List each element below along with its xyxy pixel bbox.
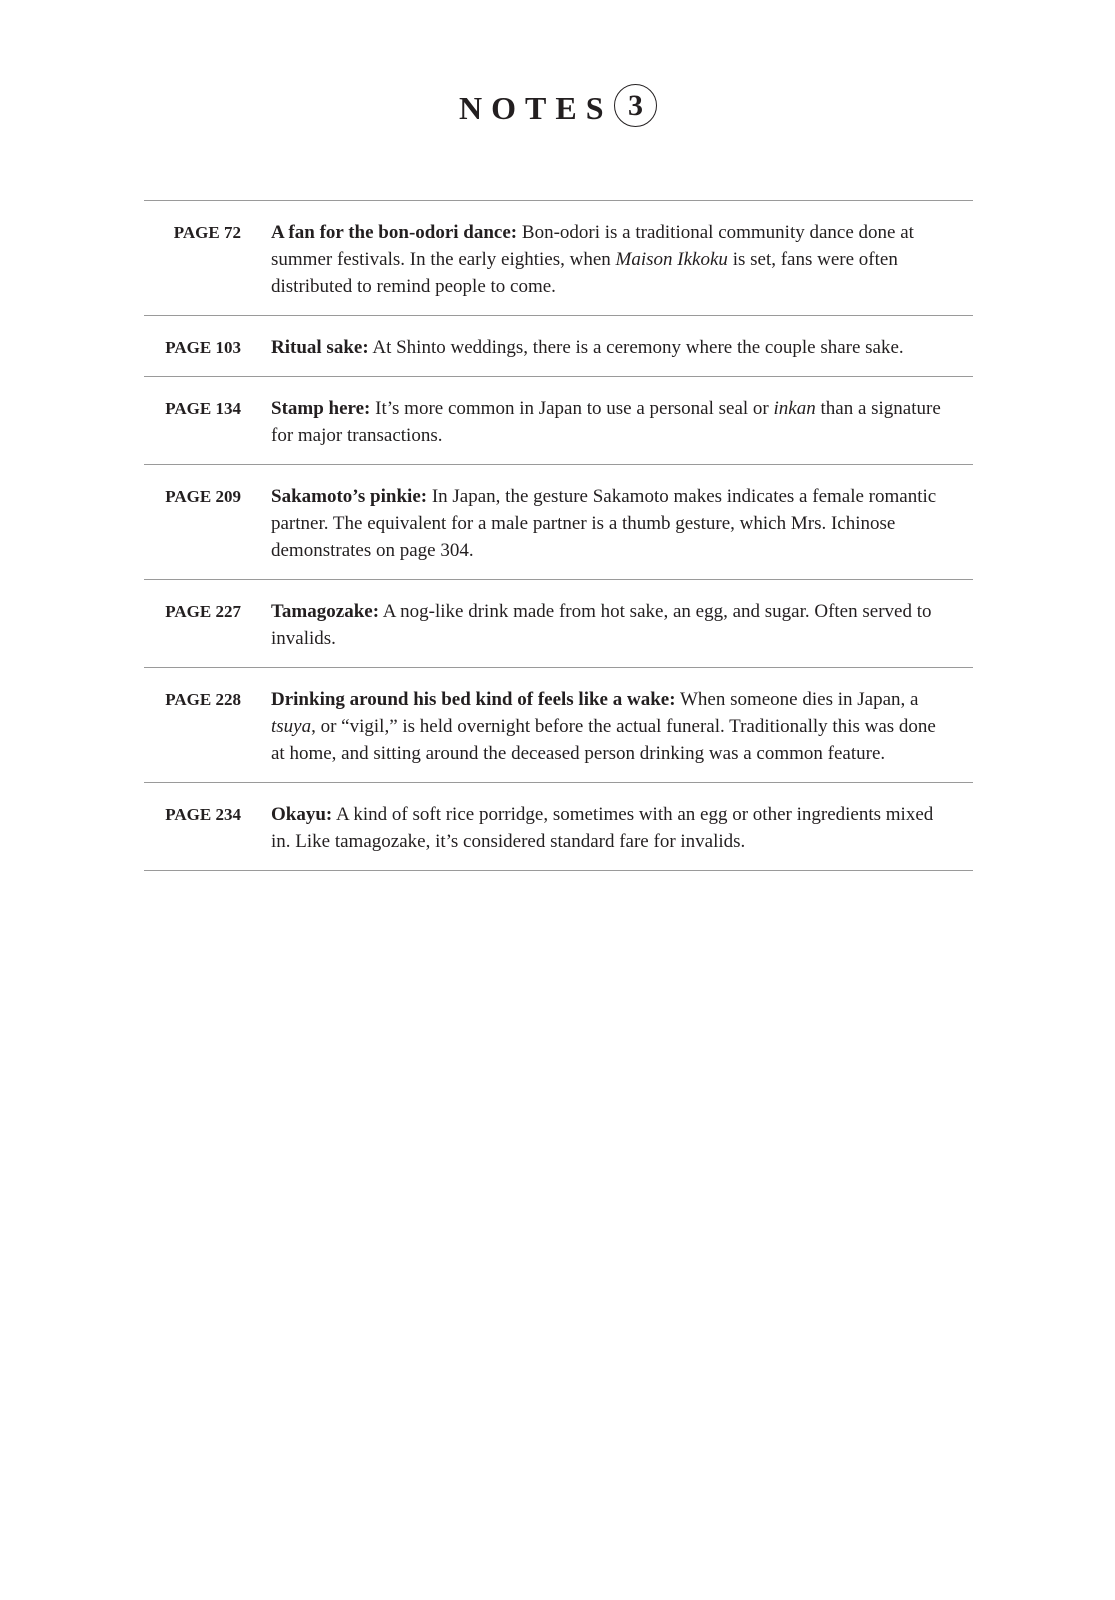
note-italic: Maison Ikkoku bbox=[615, 249, 728, 270]
note-row bbox=[144, 783, 973, 870]
notes-table bbox=[144, 200, 973, 871]
page-reference: PAGE 103 bbox=[165, 338, 241, 357]
note-row bbox=[144, 465, 973, 579]
note-body: When someone dies in Japan, a bbox=[675, 689, 919, 710]
note-text bbox=[271, 686, 973, 767]
note-row bbox=[144, 580, 973, 667]
note-body: , or “vigil,” is held overnight before the actual funeral. Traditionally this was done at home, and sitting around the deceased person drinking was a common feature. bbox=[271, 716, 936, 764]
note-term: Stamp here: bbox=[271, 398, 371, 419]
page-header bbox=[0, 84, 1115, 134]
note-text bbox=[271, 395, 973, 449]
page-reference: PAGE 227 bbox=[165, 602, 241, 621]
note-term: Sakamoto’s pinkie: bbox=[271, 486, 428, 507]
page-reference: PAGE 228 bbox=[165, 690, 241, 709]
volume-number-badge: 3 bbox=[614, 84, 657, 127]
page-reference: PAGE 209 bbox=[165, 487, 241, 506]
note-row bbox=[144, 316, 973, 376]
note-text bbox=[271, 334, 973, 361]
note-text bbox=[271, 598, 973, 652]
note-term: Ritual sake: bbox=[271, 337, 369, 358]
note-body: than a signature for major transactions. bbox=[271, 398, 941, 446]
note-text bbox=[271, 483, 973, 564]
page-reference: PAGE 234 bbox=[165, 805, 241, 824]
note-text bbox=[271, 219, 973, 300]
note-italic: tsuya bbox=[271, 716, 312, 737]
note-text bbox=[271, 801, 973, 855]
note-italic: inkan bbox=[773, 398, 816, 419]
note-body: In Japan, the gesture Sakamoto makes indicates a female romantic partner. The equivalent for a male partner is a thumb gesture, which Mrs. Ichinose demonstrates on page 304. bbox=[271, 486, 937, 561]
note-term: Tamagozake: bbox=[271, 601, 380, 622]
note-body: At Shinto weddings, there is a ceremony where the couple share sake. bbox=[368, 337, 904, 358]
note-row bbox=[144, 668, 973, 782]
note-term: Okayu: bbox=[271, 804, 333, 825]
note-term: A fan for the bon-odori dance: bbox=[271, 222, 518, 243]
note-body: is set, fans were often distributed to remind people to come. bbox=[271, 249, 898, 297]
page-reference: PAGE 134 bbox=[165, 399, 241, 418]
page-reference: PAGE 72 bbox=[173, 223, 241, 242]
page-title: NOTES bbox=[459, 90, 613, 126]
note-row bbox=[144, 201, 973, 315]
note-body: It’s more common in Japan to use a personal seal or bbox=[370, 398, 774, 419]
note-row bbox=[144, 377, 973, 464]
note-term: Drinking around his bed kind of feels like a wake: bbox=[271, 689, 676, 710]
divider bbox=[144, 870, 973, 871]
note-body: A nog-like drink made from hot sake, an egg, and sugar. Often served to invalids. bbox=[271, 601, 932, 649]
note-body: Bon-odori is a traditional community dance done at summer festivals. In the early eighties, when bbox=[271, 222, 914, 270]
note-body: A kind of soft rice porridge, sometimes with an egg or other ingredients mixed in. Like tamagozake, it’s considered standard fare for invalids. bbox=[271, 804, 934, 852]
